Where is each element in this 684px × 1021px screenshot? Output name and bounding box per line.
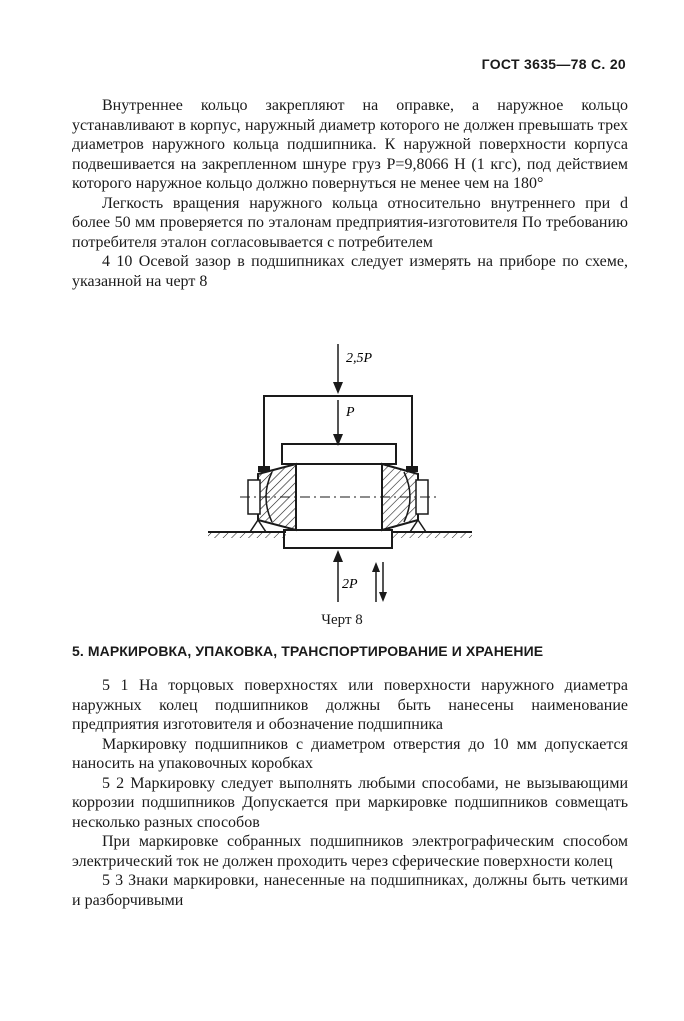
paragraph: 5 3 Знаки маркировки, нанесенные на подшипниках, должны быть четкими и разборчивыми bbox=[72, 872, 628, 909]
paragraph: Легкость вращения наружного кольца относительно внутреннего при d более 50 мм проверяется по эталонам предприятия-изготовителя По требованию потребителя эталон согласовывается с потребителем bbox=[72, 194, 628, 251]
paragraph: Маркировку подшипников с диаметром отверстия до 10 мм допускается наносить на упаковочных коробках bbox=[72, 735, 628, 772]
paragraph: При маркировке собранных подшипников электрографическим способом электрический ток не должен проходить через сферические поверхности колец bbox=[72, 833, 628, 870]
figure-caption: Черт 8 bbox=[321, 612, 363, 628]
paragraph: 5 2 Маркировку следует выполнять любыми способами, не вызывающими коррозии подшипников Допускается при маркировке подшипников совмещать несколько разных способов bbox=[72, 774, 628, 831]
label-top-force: 2,5P bbox=[346, 351, 373, 366]
section-heading: 5. МАРКИРОВКА, УПАКОВКА, ТРАНСПОРТИРОВАНИЕ И ХРАНЕНИЕ bbox=[72, 643, 544, 659]
section-body-top bbox=[72, 96, 628, 291]
section-body-bottom bbox=[72, 676, 628, 910]
bearing-measurement-diagram bbox=[200, 340, 480, 610]
paragraph: 5 1 На торцовых поверхностях или поверхности наружного диаметра наружных колец подшипников должны быть нанесены наименование предприятия изготовителя и обозначение подшипника bbox=[72, 677, 628, 733]
page-header: ГОСТ 3635—78 С. 20 bbox=[481, 56, 626, 72]
label-bottom-force: 2P bbox=[342, 577, 358, 592]
bottom-plate bbox=[284, 530, 392, 548]
paragraph: Внутреннее кольцо закрепляют на оправке, а наружное кольцо устанавливают в корпус, наружный диаметр которого не должен превышать трех диаметров наружного кольца подшипника. К наружной поверхности корпуса подвешивается на закрепленном шнуре груз P=9,8066 Н (1 кгс), под действием которого наружное кольцо должно повернуться не менее чем на 180° bbox=[72, 97, 628, 192]
paragraph: 4 10 Осевой зазор в подшипниках следует измерять на приборе по схеме, указанной на черт 8 bbox=[72, 253, 628, 290]
top-plate bbox=[282, 444, 396, 464]
diagram-svg bbox=[200, 340, 480, 610]
label-mid-force: P bbox=[346, 405, 355, 420]
